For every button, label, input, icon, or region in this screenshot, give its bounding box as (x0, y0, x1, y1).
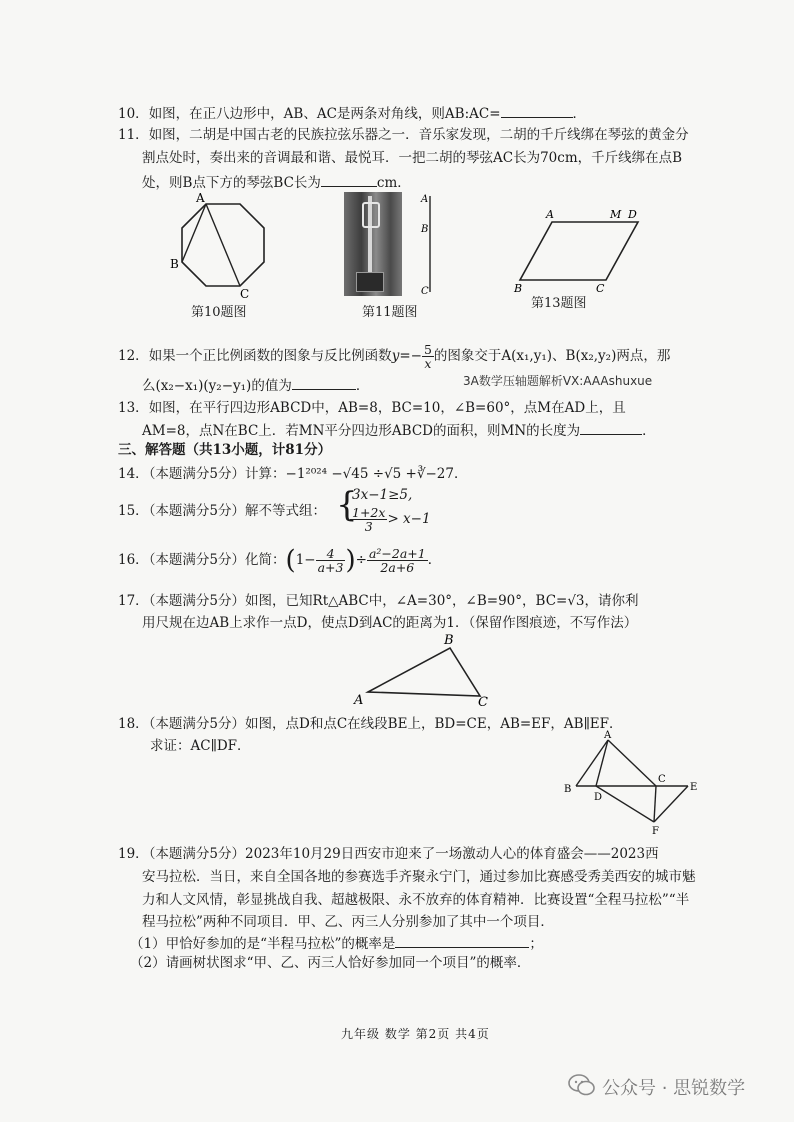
q16-part1: 1− (295, 552, 316, 568)
q16-line (118, 545, 441, 576)
q18-line2: 求证：AC∥DF． (150, 738, 251, 754)
q15-ineq2-rest: > x−1 (387, 511, 431, 527)
q19-line4: 程马拉松”两种不同项目．甲、乙、丙三人分别参加了其中一个项目． (142, 914, 554, 930)
q16-frac1-den: a+3 (317, 560, 344, 575)
q12-watermark: 3A数学压轴题解析VX:AAAshuxue (463, 374, 653, 388)
q13-line2 (142, 420, 656, 440)
q13-answer-blank[interactable] (580, 420, 642, 435)
q19-number: 19． (118, 846, 149, 862)
q11-label-a: A (421, 194, 429, 205)
q18-label-c: C (658, 774, 666, 785)
q12-line2-text: 么(x₂−x₁)(y₂−y₁)的值为 (142, 378, 292, 394)
q13-line1 (118, 399, 626, 417)
q11-label-b: B (421, 224, 429, 235)
q13-label-a: A (546, 208, 554, 221)
q15-frac (350, 506, 387, 533)
q17-line2: 用尺规在边AB上求作一点D，使点D到AC的距离为1．（保留作图痕迹，不写作法） (142, 615, 638, 631)
q12-line1-text: 如果一个正比例函数的图象与反比例函数 (148, 348, 392, 364)
q17-label-b: B (444, 633, 454, 648)
segment-cf (654, 786, 656, 822)
q16-frac2 (367, 547, 428, 574)
q18-label-f: F (652, 826, 659, 837)
q15-ineq2 (350, 506, 431, 533)
q13-number: 13． (118, 400, 149, 416)
q19-line3: 力和人文风情，彰显挑战自我、超越极限、永不放弃的体育精神．比赛设置“全程马拉松”“半 (142, 892, 690, 908)
q18-line1-text: （本题满分5分）如图，点D和点C在线段BE上，BD=CE，AB=EF，AB∥EF． (148, 716, 623, 732)
q18-label-a: A (604, 730, 612, 741)
segment-ab (576, 740, 608, 786)
q11-line2: 割点处时，奏出来的音调最和谐、最悦耳．一把二胡的琴弦AC长为70cm，千斤线绑在点B (142, 150, 683, 166)
q10-caption: 第10题图 (191, 305, 247, 320)
q11-scale-figure (420, 190, 440, 300)
q10-statement: 如图，在正八边形中，AB、AC是两条对角线，则AB:AC= (148, 106, 501, 122)
q15-text: （本题满分5分）解不等式组： (148, 503, 327, 519)
q10-label-b: B (170, 257, 179, 271)
q11-line1-text: 如图，二胡是中国古老的民族拉弦乐器之一．音乐家发现，二胡的千斤线绑在琴弦的黄金分 (148, 127, 689, 143)
q19-sub1-text: （1）甲恰好参加的是“半程马拉松”的概率是 (130, 936, 396, 952)
q16-paren-right: ) (345, 545, 356, 576)
q17-line1 (118, 592, 639, 610)
q18-line1 (118, 715, 623, 733)
segment-ac (608, 740, 656, 786)
q11-number: 11． (118, 127, 149, 143)
q18-label-e: E (690, 782, 698, 793)
q10-label-c: C (240, 287, 250, 301)
q13-line2-text: AM=8，点N在BC上．若MN平分四边形ABCD的面积，则MN的长度为 (142, 423, 581, 439)
q17-label-a: A (354, 693, 364, 708)
erhu-photo (344, 192, 402, 296)
q10-number: 10． (118, 106, 149, 122)
q11-answer-blank[interactable] (321, 172, 377, 187)
q13-label-b: B (514, 282, 523, 295)
q19-sub1-end: ； (529, 936, 543, 952)
q14-end: ． (453, 466, 468, 482)
q15-frac-den: 3 (364, 519, 373, 534)
q14-line (118, 465, 467, 483)
q12-answer-blank[interactable] (292, 375, 356, 390)
q16-frac2-num: a²−2a+1 (368, 546, 426, 561)
q13-caption: 第13题图 (531, 296, 587, 311)
wechat-icon (568, 1073, 596, 1097)
q13-end: ． (642, 423, 656, 439)
q12-eq-lhs: y=− (391, 348, 422, 364)
q16-paren-left: ( (285, 545, 296, 576)
q14-text: （本题满分5分）计算： (148, 466, 286, 482)
q10-octagon-figure (168, 188, 278, 301)
parallelogram-shape (520, 222, 638, 280)
q19-sub2: （2）请画树状图求“甲、乙、丙三人恰好参加同一个项目”的概率． (130, 955, 531, 971)
section3-heading: 三、解答题（共13小题，计81分） (118, 442, 332, 458)
diagonal-ac (206, 204, 240, 286)
q15-frac-num: 1+2x (352, 505, 386, 520)
q16-div: ÷ (355, 552, 367, 568)
q16-frac2-den: 2a+6 (380, 560, 415, 575)
q11-line3-unit: cm． (376, 175, 411, 191)
q13-parallelogram-figure (510, 204, 650, 294)
segment-df (596, 786, 654, 822)
q18-label-b: B (564, 784, 572, 795)
q15-line (118, 502, 326, 520)
q19-line2: 安马拉松．当日，来自全国各地的参赛选手齐聚永宁门，通过参加比赛感受秀美西安的城市魅 (142, 869, 696, 885)
q15-number: 15． (118, 503, 149, 519)
q14-number: 14． (118, 466, 149, 482)
q16-number: 16． (118, 552, 149, 568)
q12-frac-den: x (424, 356, 432, 371)
q12-number: 12． (118, 348, 149, 364)
q19-sub1 (130, 933, 543, 953)
segment-ad (596, 740, 608, 786)
q17-triangle-figure (350, 633, 500, 710)
q15-ineq1: 3x−1≥5, (352, 487, 413, 503)
q13-label-m: M (610, 208, 622, 221)
q15-brace: { (336, 485, 358, 525)
q11-line3-text: 处，则B点下方的琴弦BC长为 (142, 175, 321, 191)
q13-line1-text: 如图，在平行四边形ABCD中，AB=8，BC=10，∠B=60°，点M在AD上，且 (148, 400, 626, 416)
q12-end: ． (355, 378, 370, 394)
q18-label-d: D (594, 792, 603, 803)
q18-figure (560, 730, 700, 840)
q16-frac1-num: 4 (316, 547, 346, 561)
q16-frac1 (316, 547, 346, 574)
q13-label-d: D (628, 208, 637, 221)
q12-frac-num: 5 (423, 342, 432, 357)
q17-number: 17． (118, 593, 149, 609)
segment-ef (654, 786, 688, 822)
q12-line1-rest: 的图象交于A(x₁,y₁)、B(x₂,y₂)两点，那 (433, 348, 671, 364)
diagonal-ab (182, 204, 206, 262)
q11-line1 (118, 126, 689, 144)
erhu-pegs (362, 202, 380, 228)
wechat-watermark-text: 公众号 · 思锐数学 (602, 1078, 746, 1099)
q19-line1-text: （本题满分5分）2023年10月29日西安市迎来了一场激动人心的体育盛会——2023西 (148, 846, 659, 862)
q14-expression: −1²⁰²⁴ −√45 ÷√5 +∛−27 (285, 466, 454, 482)
q19-answer-blank[interactable] (395, 933, 529, 948)
q12-line2 (142, 375, 369, 395)
q10-answer-blank[interactable] (501, 103, 573, 118)
q18-number: 18． (118, 716, 149, 732)
q17-line1-text: （本题满分5分）如图，已知Rt△ABC中，∠A=30°，∠B=90°，BC=√3，请你利 (148, 593, 639, 609)
q16-end: ． (427, 552, 442, 568)
q19-line1 (118, 845, 659, 863)
q11-label-c: C (421, 286, 429, 297)
q16-text: （本题满分5分）化简： (148, 552, 286, 568)
q17-triangle (368, 648, 480, 696)
q17-label-c: C (478, 695, 488, 710)
q10-text (118, 103, 586, 123)
q13-label-c: C (596, 282, 605, 295)
page-footer: 九年级 数学 第2页 共4页 (341, 1027, 490, 1041)
q10-end: ． (572, 106, 587, 122)
q11-caption: 第11题图 (362, 305, 418, 320)
q12-line1 (118, 343, 670, 370)
erhu-body (356, 272, 384, 292)
q12-fraction (422, 343, 434, 370)
q10-label-a: A (196, 191, 205, 205)
